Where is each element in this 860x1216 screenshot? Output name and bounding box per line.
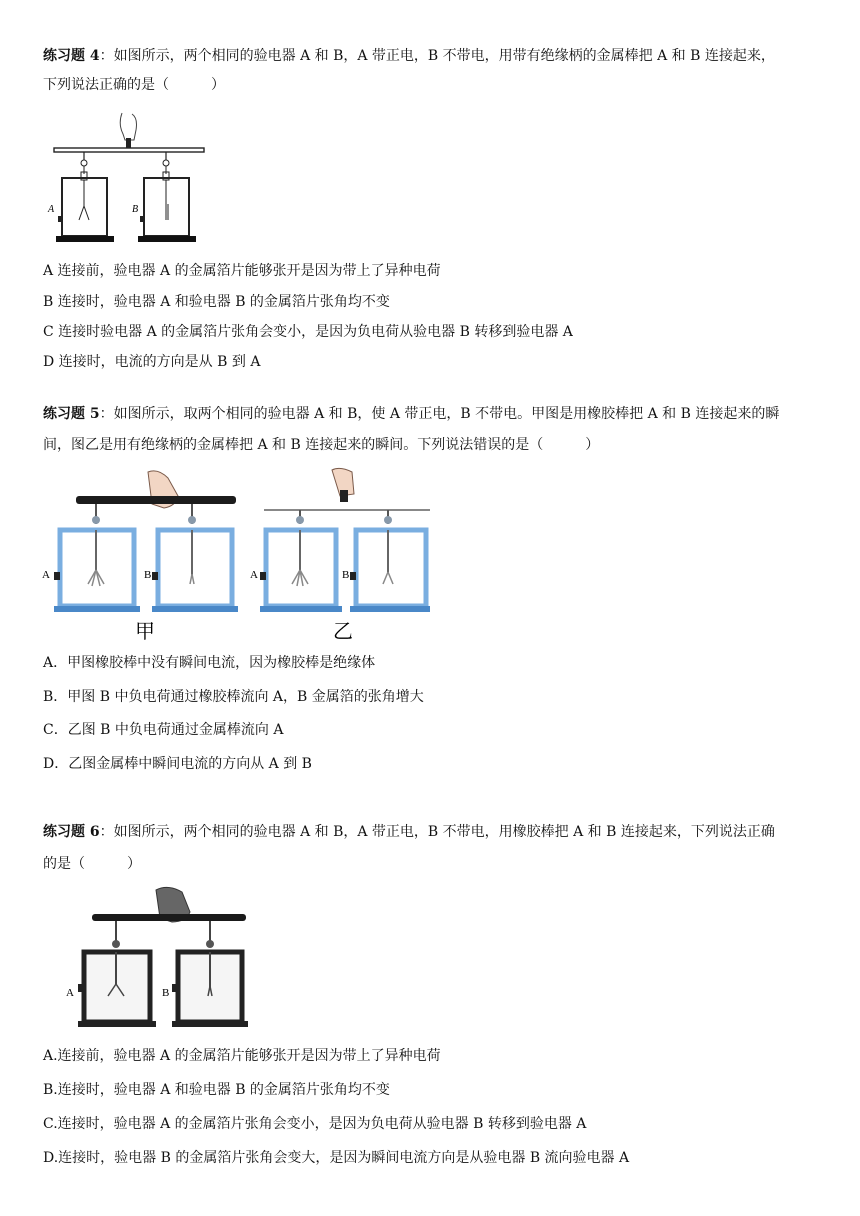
q4-fig-label-a: A (48, 204, 55, 215)
q4-fig-label-b: B (132, 204, 139, 215)
q6-fig-label-b: B (162, 987, 170, 999)
q6-option-a: A.连接前，验电器 A 的金属箔片能够张开是因为带上了异种电荷 (43, 1048, 441, 1064)
q6-stem-line1: 练习题 6：如图所示，两个相同的验电器 A 和 B，A 带正电，B 不带电，用橡胶棒把 A 和 B 连接起来，下列说法正确 (43, 824, 775, 840)
q4-figure (44, 108, 214, 248)
q6-option-c: C.连接时，验电器 A 的金属箔片张角会变小，是因为负电荷从验电器 B 转移到验电器 A (43, 1116, 587, 1132)
q4-option-a: A 连接前，验电器 A 的金属箔片能够张开是因为带上了异种电荷 (43, 263, 441, 279)
q6-label: 练习题 6 (43, 824, 100, 840)
q5-fig-label-a1: A (42, 569, 50, 581)
q5-caption-jia: 甲 (135, 619, 155, 642)
q4-stem-line1: 练习题 4：如图所示，两个相同的验电器 A 和 B，A 带正电，B 不带电，用带有绝缘柄的金属棒把 A 和 B 连接起来， (43, 48, 775, 64)
q5-label: 练习题 5 (43, 406, 100, 422)
q5-fig-label-b1: B (144, 569, 152, 581)
q6-stem-line2: 的是（ ） (43, 856, 141, 872)
q5-option-c: C．乙图 B 中负电荷通过金属棒流向 A (43, 722, 284, 738)
q5-fig-label-a2: A (250, 569, 258, 581)
q4-stem-line2: 下列说法正确的是（ ） (43, 77, 225, 93)
q4-option-b: B 连接时，验电器 A 和验电器 B 的金属箔片张角均不变 (43, 294, 390, 310)
q5-option-d: D．乙图金属棒中瞬间电流的方向从 A 到 B (43, 756, 312, 772)
q5-figure (40, 466, 430, 642)
q6-option-b: B.连接时，验电器 A 和验电器 B 的金属箔片张角均不变 (43, 1082, 390, 1098)
q4-option-c: C 连接时验电器 A 的金属箔片张角会变小，是因为负电荷从验电器 B 转移到验电器 A (43, 324, 573, 340)
q5-fig-label-b2: B (342, 569, 350, 581)
q6-option-d: D.连接时，验电器 B 的金属箔片张角会变大，是因为瞬间电流方向是从验电器 B 流向验电器 A (43, 1150, 630, 1166)
q4-label: 练习题 4 (43, 48, 100, 64)
q5-option-a: A．甲图橡胶棒中没有瞬间电流，因为橡胶棒是绝缘体 (43, 655, 376, 671)
q6-fig-label-a: A (66, 987, 74, 999)
q6-figure (62, 884, 252, 1034)
q5-stem-line1: 练习题 5：如图所示，取两个相同的验电器 A 和 B，使 A 带正电，B 不带电。甲图是用橡胶棒把 A 和 B 连接起来的瞬 (43, 406, 780, 422)
q5-caption-yi: 乙 (333, 619, 353, 642)
q5-option-b: B．甲图 B 中负电荷通过橡胶棒流向 A，B 金属箔的张角增大 (43, 689, 424, 705)
q5-stem-line2: 间，图乙是用有绝缘柄的金属棒把 A 和 B 连接起来的瞬间。下列说法错误的是（ ） (43, 437, 600, 453)
q4-option-d: D 连接时，电流的方向是从 B 到 A (43, 354, 261, 370)
